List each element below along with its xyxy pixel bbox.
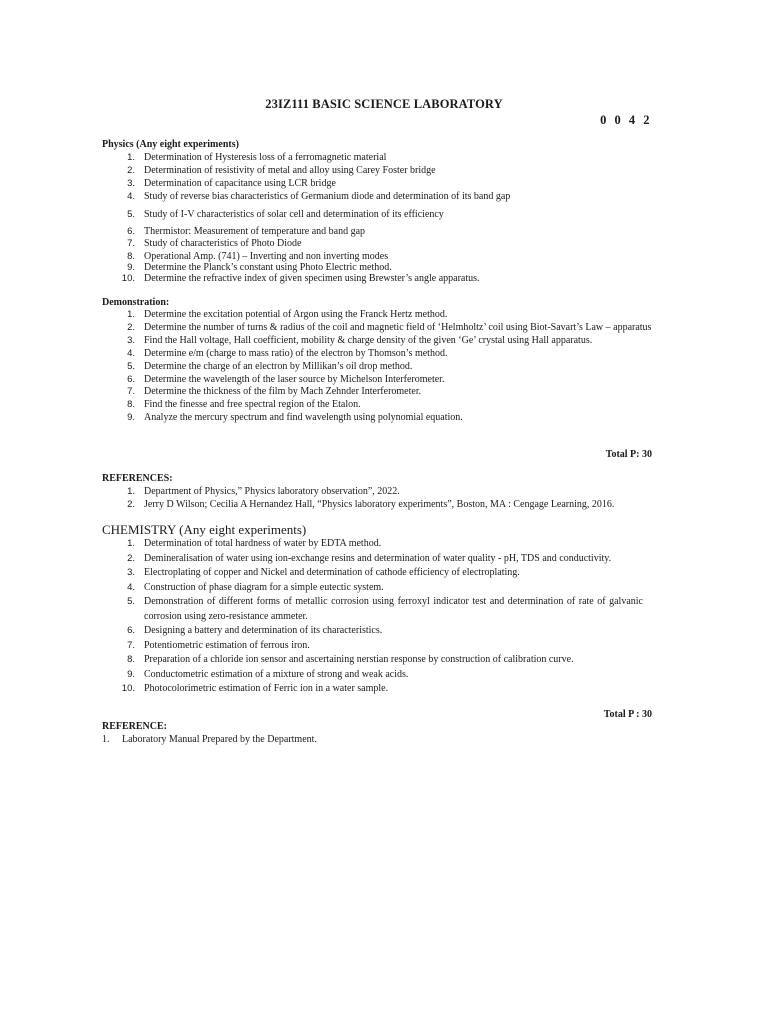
list-item: 1. Determination of Hysteresis loss of a ferromagnetic material — [127, 152, 387, 163]
list-item: 3. Find the Hall voltage, Hall coefficient, mobility & charge density of the given ‘Ge’ crystal using Hall apparatus. — [127, 334, 593, 346]
list-item: 10. Determine the refractive index of given specimen using Brewster’s angle apparatus. — [121, 273, 480, 285]
chemistry-heading: CHEMISTRY (Any eight experiments) — [102, 522, 307, 537]
list-item: 4. Determine e/m (charge to mass ratio) of the electron by Thomson’s method. — [127, 347, 448, 359]
list-item: 1. Determination of total hardness of water by EDTA method. — [127, 538, 382, 549]
list-item: 2. Jerry D Wilson; Cecilia A Hernandez Hall, “Physics laboratory experiments”, Boston, MA : Cengage Learning, 2016. — [127, 498, 615, 510]
demonstration-list — [102, 309, 653, 425]
physics-heading: Physics (Any eight experiments) — [102, 139, 239, 150]
list-item: 2. Demineralisation of water using ion-exchange resins and determination of water quality - pH, TDS and conductivity. — [127, 552, 612, 564]
list-item: 7. Determine the thickness of the film by Mach Zehnder Interferometer. — [127, 386, 422, 398]
list-item: 9. Determine the Planck’s constant using Photo Electric method. — [127, 262, 392, 274]
references-list — [102, 486, 662, 512]
course-credits: 0 0 4 2 — [600, 113, 652, 127]
list-item: 7. Study of characteristics of Photo Diode — [127, 238, 302, 250]
list-item: 6. Determine the wavelength of the laser source by Michelson Interferometer. — [127, 373, 445, 385]
list-item: 10. Photocolorimetric estimation of Ferric ion in a water sample. — [121, 683, 389, 694]
list-item: 5. Demonstration of different forms of metallic corrosion using ferroxyl indicator test and determination of rate of galvanic corrosion using zero-resistance ammeter. — [127, 596, 643, 622]
reference-text: Laboratory Manual Prepared by the Department. — [122, 734, 317, 745]
list-item: 5. Study of I-V characteristics of solar cell and determination of its efficiency — [127, 208, 444, 220]
course-title: 23IZ111 BASIC SCIENCE LABORATORY — [265, 97, 503, 111]
reference-item — [102, 734, 317, 746]
reference-number: 1. — [102, 734, 110, 745]
demonstration-heading: Demonstration: — [102, 297, 170, 308]
list-item: 9. Conductometric estimation of a mixture of strong and weak acids. — [127, 668, 409, 680]
chemistry-total-hours: Total P : 30 — [603, 709, 652, 720]
reference-heading: REFERENCE: — [102, 721, 168, 732]
list-item: 8. Operational Amp. (741) – Inverting and non inverting modes — [127, 251, 389, 263]
list-item: 6. Thermistor: Measurement of temperature and band gap — [127, 225, 366, 237]
list-item: 9. Analyze the mercury spectrum and find wavelength using polynomial equation. — [127, 412, 463, 424]
references-heading: REFERENCES: — [102, 473, 173, 484]
list-item: 3. Determination of capacitance using LCR bridge — [127, 177, 336, 189]
list-item: 8. Preparation of a chloride ion sensor and ascertaining nerstian response by construction of calibration curve. — [127, 654, 574, 665]
list-item: 6. Designing a battery and determination of its characteristics. — [127, 625, 383, 636]
physics-experiment-list — [102, 152, 653, 286]
list-item: 7. Potentiometric estimation of ferrous iron. — [127, 639, 310, 651]
list-item: 2. Determine the number of turns & radius of the coil and magnetic field of ‘Helmholtz’ coil using Biot-Savart’s Law – apparatus — [127, 321, 652, 333]
list-item: 1. Determine the excitation potential of Argon using the Franck Hertz method. — [127, 309, 448, 320]
list-item: 4. Construction of phase diagram for a simple eutectic system. — [127, 581, 384, 593]
list-item: 3. Electroplating of copper and Nickel and determination of cathode efficiency of electroplating. — [127, 567, 520, 578]
list-item: 4. Study of reverse bias characteristics of Germanium diode and determination of its band gap — [127, 190, 511, 202]
list-item: 8. Find the finesse and free spectral region of the Etalon. — [127, 399, 361, 411]
physics-total-hours: Total P: 30 — [605, 449, 652, 460]
list-item: 5. Determine the charge of an electron by Millikan’s oil drop method. — [127, 360, 413, 372]
list-item: 2. Determination of resistivity of metal and alloy using Carey Foster bridge — [127, 164, 436, 176]
chemistry-experiment-list — [102, 537, 643, 697]
list-item: 1. Department of Physics,” Physics laboratory observation”, 2022. — [127, 486, 400, 497]
